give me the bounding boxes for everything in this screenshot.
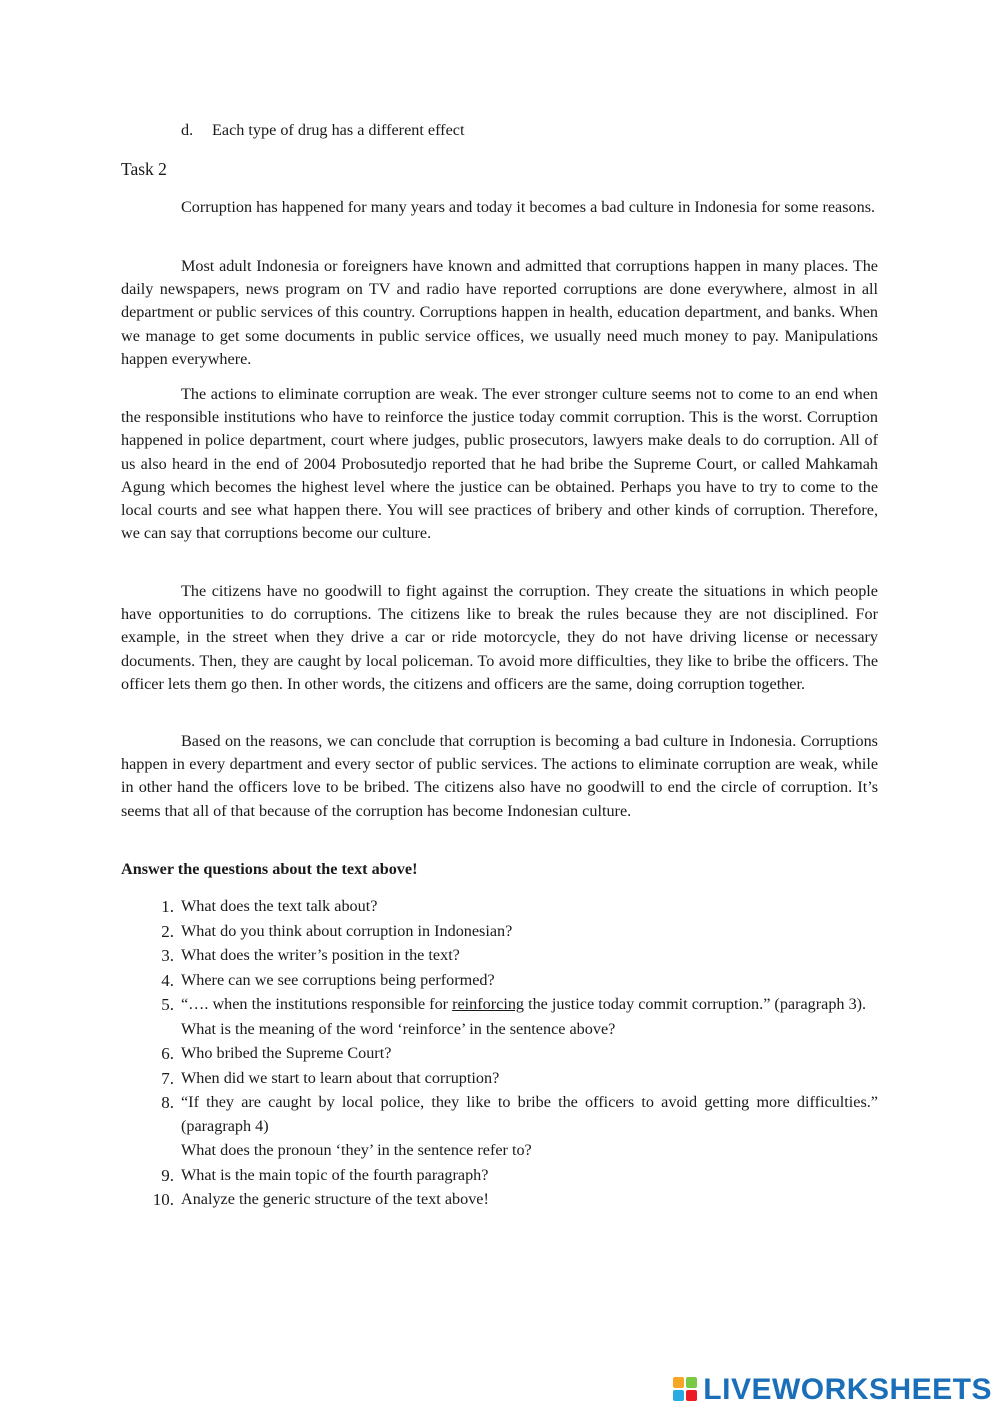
questions-list (121, 895, 878, 1213)
question-number: 2. (161, 921, 174, 941)
liveworksheets-logo-icon (673, 1377, 699, 1403)
paragraph-3: The actions to eliminate corruption are weak. The ever stronger culture seems not to come to an end when the responsible institutions who have to reinforce the justice today commit corruption. This is the worst. Corruption happened in police department, court where judges, public prosecutors, lawyers make deals to do corruption. All of us also heard in the end of 2004 Probosutedjo reported that he had bribe the Supreme Court, or called Mahkamah Agung which becomes the highest level where the justice can be obtained. Perhaps you have to try to come to the local courts and see what happen there. You will see practices of bribery and other kinds of corruption. Therefore, we can say that corruptions become our culture. (121, 385, 878, 543)
question-subtext: What does the pronoun ‘they’ in the sentence refer to? (181, 1141, 532, 1159)
question-number: 9. (161, 1165, 174, 1185)
paragraph-2: Most adult Indonesia or foreigners have known and admitted that corruptions happen in many places. The daily newspapers, news program on TV and radio have reported corruptions are done everywhere, almost in all department or public services of this country. Corruptions happen in health, education department, and banks. When we manage to get some documents in public service offices, we usually need much money to pay. Manipulations happen everywhere. (121, 257, 878, 368)
question-number: 8. (161, 1093, 174, 1112)
question-9 (121, 1164, 878, 1188)
question-3 (121, 944, 878, 968)
item-text: Each type of drug has a different effect (212, 121, 465, 139)
question-text: When did we start to learn about that corruption? (181, 1068, 500, 1087)
question-7 (121, 1067, 878, 1091)
question-subtext: What is the meaning of the word ‘reinforce’ in the sentence above? (181, 1019, 616, 1038)
question-text: What is the main topic of the fourth paragraph? (181, 1165, 489, 1184)
question-2 (121, 920, 878, 944)
underlined-word: reinforcing (452, 995, 525, 1013)
questions-heading: Answer the questions about the text above! (121, 860, 418, 878)
question-number: 7. (161, 1068, 174, 1088)
question-number: 1. (161, 897, 174, 916)
question-number: 3. (161, 946, 174, 965)
question-text-pre: “…. when the institutions responsible for (181, 995, 453, 1013)
question-text: What does the text talk about? (181, 897, 378, 915)
question-5 (121, 993, 878, 1041)
question-1 (121, 895, 878, 919)
question-text: Analyze the generic structure of the text above! (181, 1190, 489, 1208)
question-text: Who bribed the Supreme Court? (181, 1044, 392, 1062)
question-text: What do you think about corruption in Indonesian? (181, 921, 513, 940)
question-number: 4. (161, 970, 174, 990)
question-number: 5. (161, 995, 174, 1014)
question-text (181, 1091, 878, 1163)
question-number: 6. (161, 1044, 174, 1063)
liveworksheets-logo[interactable] (673, 1373, 992, 1407)
paragraph-1: Corruption has happened for many years and today it becomes a bad culture in Indonesia for some reasons. (181, 198, 876, 216)
question-text: Where can we see corruptions being performed? (181, 970, 495, 989)
task-title: Task 2 (121, 159, 167, 179)
question-text: What does the writer’s position in the text? (181, 946, 460, 964)
question-number: 10. (152, 1190, 174, 1209)
question-10 (121, 1188, 878, 1212)
logo-text: LIVEWORKSHEETS (703, 1373, 992, 1406)
question-4 (121, 969, 878, 993)
question-text (181, 993, 878, 1041)
question-text-post: the justice today commit corruption.” (paragraph 3). (524, 995, 867, 1013)
paragraph-5: Based on the reasons, we can conclude that corruption is becoming a bad culture in Indonesia. Corruptions happen in every department and every sector of public services. The actions to eliminate corruption are weak, while in other hand the officers love to be bribed. The citizens also have no goodwill to end the circle of corruption. It’s seems that all of that because of the corruption has become Indonesian culture. (121, 732, 878, 820)
item-label: d. (181, 121, 194, 139)
question-8 (121, 1091, 878, 1163)
question-text-main: “If they are caught by local police, they like to bribe the officers to avoid getting more difficulties.” (paragraph 4) (181, 1093, 878, 1135)
paragraph-4: The citizens have no goodwill to fight against the corruption. They create the situations in which people have opportunities to do corruptions. The citizens like to break the rules because they are not disciplined. For example, in the street when they drive a car or ride motorcycle, they do not have driving license or necessary documents. Then, they are caught by local policeman. To avoid more difficulties, they like to bribe the officers. The officer lets them go then. In other words, the citizens and officers are the same, doing corruption together. (121, 582, 878, 693)
list-item-d (181, 119, 464, 142)
question-6 (121, 1042, 878, 1066)
